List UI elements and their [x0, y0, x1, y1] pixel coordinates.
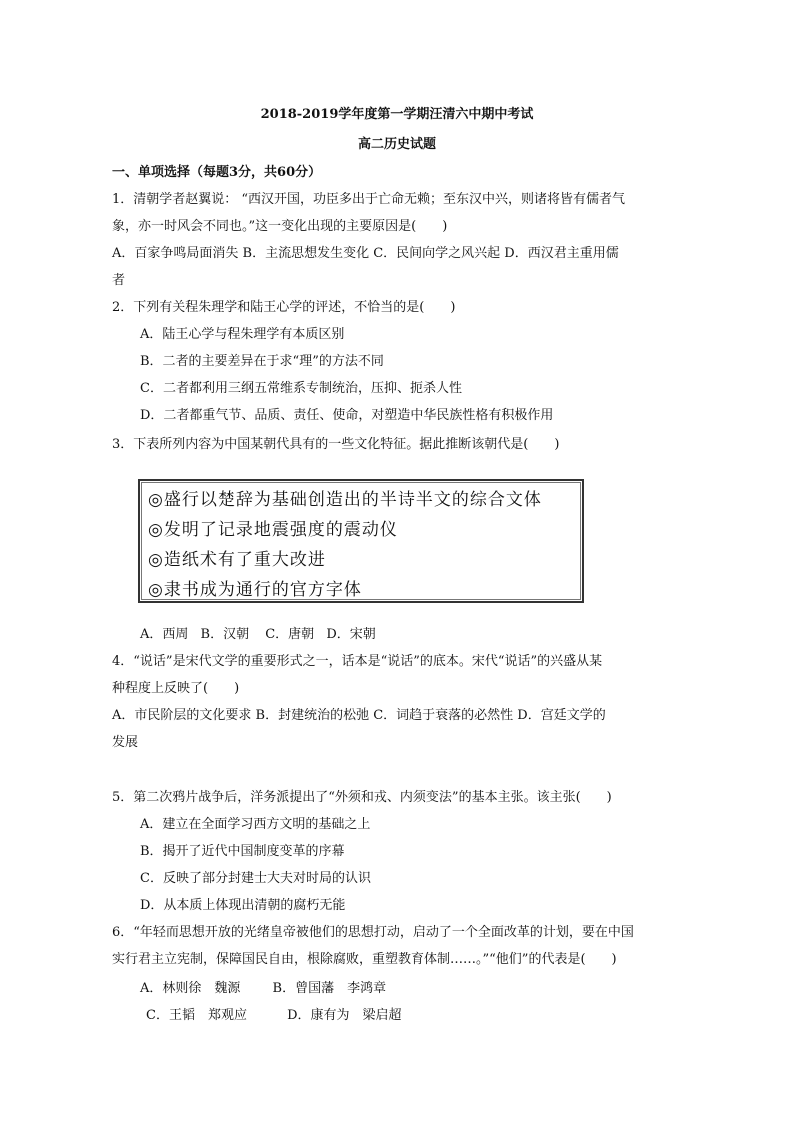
q2-option-b: B．二者的主要差异在于求“理”的方法不同 — [140, 354, 384, 369]
q4-stem-line2: 种程度上反映了( ) — [112, 681, 240, 696]
q3-feature-3: ◎造纸术有了重大改进 — [148, 550, 326, 570]
q5-stem: 5．第二次鸦片战争后，洋务派提出了“外须和戎、内须变法”的基本主张。该主张( ) — [112, 790, 612, 805]
q4-options: A．市民阶层的文化要求 B．封建统治的松弛 C．词趋于衰落的必然性 D．宫廷文学的 — [112, 708, 606, 723]
q3-stem: 3．下表所列内容为中国某朝代具有的一些文化特征。据此推断该朝代是( ) — [112, 437, 560, 452]
q3-feature-1: ◎盛行以楚辞为基础创造出的半诗半文的综合文体 — [148, 490, 542, 510]
q3-option-d: D．宋朝 — [326, 627, 376, 642]
q3-option-c: C．唐朝 — [265, 627, 315, 642]
q6-options-row2 — [146, 1007, 721, 1025]
q4-options-cont: 发展 — [112, 735, 139, 750]
q5-option-c: C．反映了部分封建士大夫对时局的认识 — [140, 871, 371, 886]
q6-stem-line1: 6．“年轻而思想开放的光绪皇帝被他们的思想打动，启动了一个全面改革的计划，要在中国 — [112, 925, 634, 940]
q3-option-a: A．西周 — [140, 627, 189, 642]
q3-feature-2: ◎发明了记录地震强度的震动仪 — [148, 520, 398, 540]
q6-option-a: A．林则徐 魏源 — [140, 981, 241, 996]
q5-option-d: D．从本质上体现出清朝的腐朽无能 — [140, 898, 346, 913]
q1-options: A．百家争鸣局面消失 B．主流思想发生变化 C．民间向学之风兴起 D．西汉君主重用儒 — [112, 246, 619, 261]
q3-options — [140, 626, 715, 644]
q6-option-c: C．王韬 郑观应 — [146, 1008, 247, 1023]
exam-title: 2018-2019学年度第一学期汪清六中期中考试 — [260, 107, 534, 122]
q2-option-d: D．二者都重气节、品质、责任、使命，对塑造中华民族性格有积极作用 — [140, 408, 554, 423]
q5-option-b: B．揭开了近代中国制度变革的序幕 — [140, 844, 345, 859]
q3-option-b: B．汉朝 — [200, 627, 250, 642]
q1-options-cont: 者 — [112, 273, 126, 288]
q1-stem-line1: 1．清朝学者赵翼说： “西汉开国，功臣多出于亡命无赖；至东汉中兴，则诸将皆有儒者气 — [112, 192, 626, 207]
exam-subtitle: 高二历史试题 — [357, 137, 436, 152]
q2-option-c: C．二者都利用三纲五常维系专制统治，压抑、扼杀人性 — [140, 381, 462, 396]
q6-option-b: B．曾国藩 李鸿章 — [272, 981, 387, 996]
q4-stem-line1: 4．“说话”是宋代文学的重要形式之一，话本是“说话”的底本。宋代“说话”的兴盛从某 — [112, 654, 603, 669]
q3-feature-table-inner — [141, 482, 581, 600]
q1-stem-line2: 象，亦一时风会不同也。”这一变化出现的主要原因是( ) — [112, 219, 448, 234]
q3-feature-table — [138, 479, 584, 603]
section-heading: 一、单项选择（每题3分，共60分） — [112, 165, 322, 180]
q3-feature-4: ◎隶书成为通行的官方字体 — [148, 580, 362, 600]
q2-stem: 2．下列有关程朱理学和陆王心学的评述，不恰当的是( ) — [112, 300, 456, 315]
q5-option-a: A．建立在全面学习西方文明的基础之上 — [140, 817, 371, 832]
q6-option-d: D．康有为 梁启超 — [287, 1008, 402, 1023]
q6-stem-line2: 实行君主立宪制，保障国民自由，根除腐败，重塑教育体制……。”“他们”的代表是( ) — [112, 952, 617, 967]
q2-option-a: A．陆王心学与程朱理学有本质区别 — [140, 327, 345, 342]
q6-options-row1 — [140, 980, 715, 998]
